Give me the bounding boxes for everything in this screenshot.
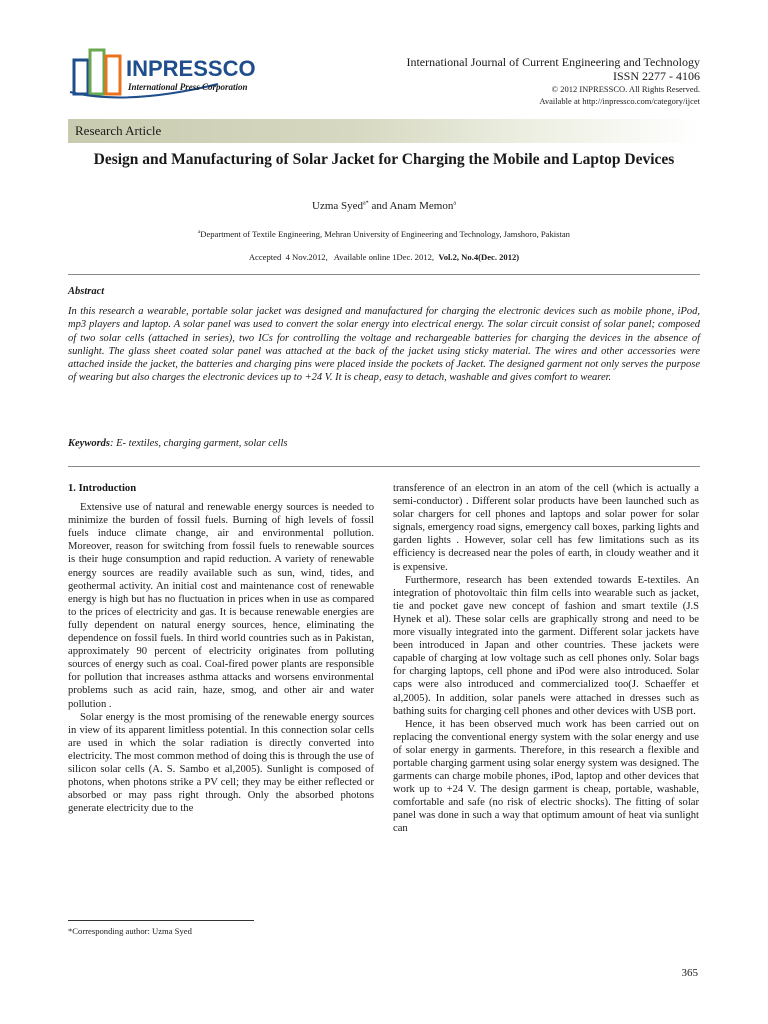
affiliation [68,229,700,239]
keywords-text: : E- textiles, charging garment, solar cells [110,438,288,449]
footnote: *Corresponding author: Uzma Syed [68,926,192,936]
abstract-divider [68,466,700,467]
page-number: 365 [681,967,698,979]
paragraph: Extensive use of natural and renewable energy sources is needed to minimize the burden of fossil fuels. Burning of high levels of fossil fuels induce climate change, air and environmental pollution. Moreover, reason for switching from fossil fuels to renewable sources is their huge consumption and rapid reduction. A variety of renewable energy sources are readily available such as sun, wind, tides, and geothermal activity. An initial cost and maintenance cost of renewable energy is high but has no fluctuation in prices when in use as compared to the prices of electricity and gas. It is because renewable energies are fully dependent on natural energy sources, hence, eliminating the dependence on fossil fuels. In third world countries such as in Pakistan, approximately 90 percent of electricity originates from polluting sources of energy such as coal. Coal-fired power plants are responsible for pollution that increases asthma attacks and worsens environmental problems such as acid rain, haze, smog, and other air and water pollution . [68,502,374,710]
volume-issue: Vol.2, No.4(Dec. 2012) [438,252,520,262]
availability-link[interactable]: Available at http://inpressco.com/category/ijcet [539,96,700,106]
authors [68,200,700,212]
publisher-logo [68,44,288,104]
journal-name: International Journal of Current Engineering and Technology [406,55,700,69]
journal-info [406,55,700,107]
paragraph: Hence, it has been observed much work has been carried out on replacing the conventional energy system with the solar energy and use of solar energy in garments. Therefore, in this research a flexible and portable charging garment using solar energy system was designed. The garments can charge mobile phones, iPod, laptop and other devices that work up to +24 V. The design garment is cheap, portable, washable, comfortable and safe (no risk of electric shocks). The fitting of solar panel was done in such a way that optimum amount of heat via sunlight can [393,718,699,835]
logo-text: INPRESSCO [126,56,256,81]
author-1-affil: a* [363,200,369,207]
paragraph: transference of an electron in an atom of the cell (which is actually a semi-conductor) . Different solar products have been launched such as solar chargers for cell phones and laptops and solar power for solar signals, emergency road signs, emergency call boxes, parking lights and garden lights . However, solar cell has few limitations such as its efficiency is decreased near the poles of earth, in cloudy weather and it is expensive. [393,483,699,573]
column-left [68,482,374,815]
abstract-text: In this research a wearable, portable solar jacket was designed and manufactured for charging the electronic devices such as mobile phone, iPod, mp3 players and laptop. A solar panel was used to convert the solar energy into electrical energy. The solar circuit consist of solar panel; composed of two solar cells (attached in series), two ICs for controlling the voltage and rechargeable batteries for charging the devices in the absence of sunlight. The glass sheet coated solar panel was attached at the back of the jacket using sticky material. The wires and other accessories were attached inside the jacket, the batteries and charging pins were placed inside the pockets of Jacket. The designed garment not only serves the purpose of wearing but also charges the electronic devices up to +24 V. It is cheap, easy to detach, washable and gives comfort to wearer. [68,306,700,384]
issn: ISSN 2277 - 4106 [612,69,700,83]
column-right [393,482,699,836]
section-heading-introduction: 1. Introduction [68,483,137,494]
keywords [68,438,288,449]
publication-dates [68,252,700,262]
logo-subtext: International Press Corporation [128,82,248,92]
author-and: and [368,200,390,212]
article-type-banner [68,119,700,143]
affiliation-text: Department of Textile Engineering, Mehran University of Engineering and Technology, Jamshoro, Pakistan [200,229,570,239]
copyright: © 2012 INPRESSCO. All Rights Reserved. [551,84,700,94]
author-1: Uzma Syed [312,200,364,212]
abstract-heading: Abstract [68,286,105,297]
header-divider [68,274,700,275]
dates-text: Accepted 4 Nov.2012, Available online 1Dec. 2012, [248,252,439,262]
affiliation-marker: a [198,230,201,236]
paper-title: Design and Manufacturing of Solar Jacket for Charging the Mobile and Laptop Devices [93,151,675,168]
author-2: Anam Memon [389,200,454,212]
keywords-label: Keywords [68,438,110,449]
paragraph: Furthermore, research has been extended towards E-textiles. An integration of photovoltaic thin film cells into wearable such as jacket, tie and pocket gave new concept of fashion and smart textile (J.S Hynek et al). These solar cells are graphically strong and need to be more visually integrated into the garment. Different solar jackets have been introduced in Japan and other countries. These jackets were capable of charging at low voltage such as cell phones only. Solar bags for charging laptops, cell phone and iPod were also introduced. Solar caps were also introduced and commercialized too(J. Schaeffer et al,2005). In addition, solar panels were attached in dresses such as bathing suits for charging cell phones and other devices with USB port. [393,574,699,717]
footnote-divider [68,920,254,921]
article-type: Research Article [75,123,162,138]
paragraph: Solar energy is the most promising of the renewable energy sources in view of its apparent limitless potential. In this connection solar cells are used in which the solar radiation is directly converted into electricity. The most common method of doing this is through the use of silicon solar cells (A. S. Sambo et al,2005). Sunlight is composed of photons, when photons strike a PV cell; they may be either reflected or absorbed or may pass right through. Only the absorbed photons generate electricity due to the [68,711,374,815]
author-2-affil: a [453,200,456,207]
